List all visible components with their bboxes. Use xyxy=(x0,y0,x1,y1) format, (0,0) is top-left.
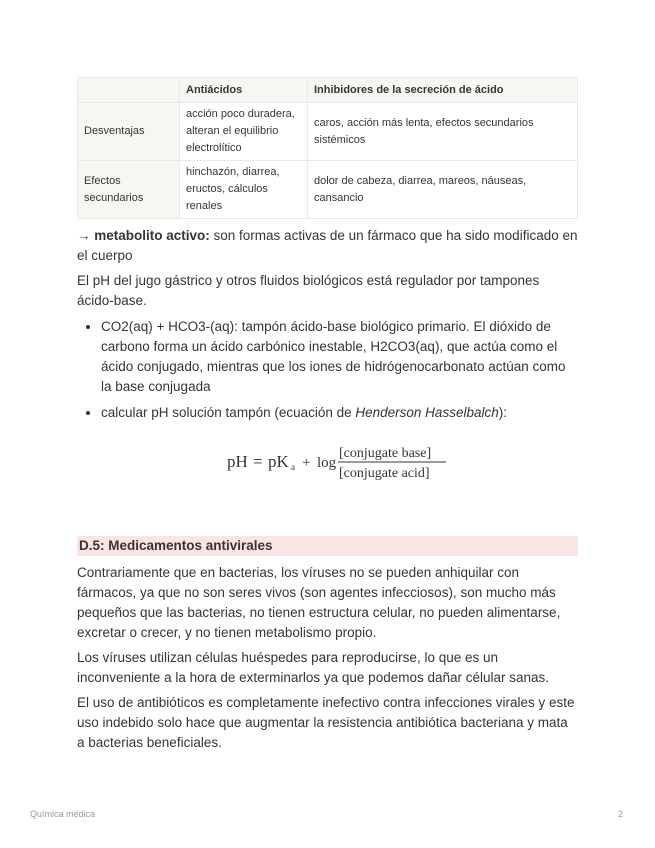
formula-log: log xyxy=(317,455,337,471)
buffer-text: CO2(aq) + HCO3-(aq): tampón ácido-base biológico primario. El dióxido de carbono forma un ácido carbónico inestable, H2CO3(aq), que actúa como el ácido conjugado, mientras que los iones de hidrógenocarbonato actúan como la base conjugada xyxy=(101,319,566,394)
list-item xyxy=(101,403,578,423)
formula-equals: = xyxy=(253,452,263,471)
table-header-row xyxy=(78,78,578,103)
formula-sub: a xyxy=(291,462,295,472)
ph-paragraph: El pH del jugo gástrico y otros fluidos biológicos está regulador por tampones ácido-base. xyxy=(77,273,540,308)
calc-suffix: ): xyxy=(498,405,507,420)
formula-pk: pK xyxy=(268,452,289,471)
row-label-desventajas: Desventajas xyxy=(78,103,180,161)
table-row xyxy=(78,161,578,219)
equation-name: Henderson Hasselbalch xyxy=(355,405,499,420)
page-content xyxy=(77,77,578,753)
cell-inhibidores: caros, acción más lenta, efectos secundarios sistémicos xyxy=(308,103,578,161)
row-label-efectos: Efectos secundarios xyxy=(78,161,180,219)
metabolite-paragraph xyxy=(77,226,578,266)
cell-antiacidos: hinchazón, diarrea, eructos, cálculos renales xyxy=(180,161,308,219)
table-row xyxy=(78,103,578,161)
antiviral-paragraph-3: El uso de antibióticos es completamente inefectivo contra infecciones virales y este uso indebido solo hace que augmentar la resistencia antibiótica bacteriana y mata a bacterias beneficiales. xyxy=(77,695,575,750)
metabolite-definition: son formas activas de un fármaco que ha sido modificado en el cuerpo xyxy=(77,228,578,263)
table-header-empty xyxy=(78,78,180,103)
footer-title: Química médica xyxy=(30,809,96,819)
table-header-inhibidores: Inhibidores de la secreción de ácido xyxy=(308,78,578,103)
table-header-antiacidos: Antiácidos xyxy=(180,78,308,103)
formula-numerator: [conjugate base] xyxy=(339,446,432,461)
list-item xyxy=(101,317,578,397)
antiviral-paragraph-2: Los víruses utilizan células huéspedes para reproducirse, lo que es un inconveniente a la hora de exterminarlos ya que podemos dañar célular sanas. xyxy=(77,650,550,685)
cell-inhibidores: dolor de cabeza, diarrea, mareos, náuseas, cansancio xyxy=(308,161,578,219)
arrow-icon: → xyxy=(77,228,91,243)
cell-antiacidos: acción poco duradera, alteran el equilibrio electrolítico xyxy=(180,103,308,161)
section-heading: D.5: Medicamentos antivirales xyxy=(77,536,578,556)
antiviral-paragraph-1: Contrariamente que en bacterias, los víruses no se pueden anhiquilar con fármacos, ya que no son seres vivos (son agentes infecciosos), son mucho más pequeños que las bacterias, no tienen estructura celular, no pueden alimentarse, excretar o crecer, y no tienen metabolismo propio. xyxy=(77,565,561,640)
henderson-hasselbalch-formula xyxy=(77,437,578,485)
calc-prefix: calcular pH solución tampón (ecuación de xyxy=(101,405,356,420)
formula-denominator: [conjugate acid] xyxy=(339,466,430,481)
comparison-table xyxy=(77,77,578,219)
metabolite-term: metabolito activo: xyxy=(94,228,210,243)
formula-lhs: pH xyxy=(227,452,248,471)
formula-plus: + xyxy=(302,455,311,471)
bullet-list xyxy=(77,317,578,423)
page-number: 2 xyxy=(618,809,624,819)
